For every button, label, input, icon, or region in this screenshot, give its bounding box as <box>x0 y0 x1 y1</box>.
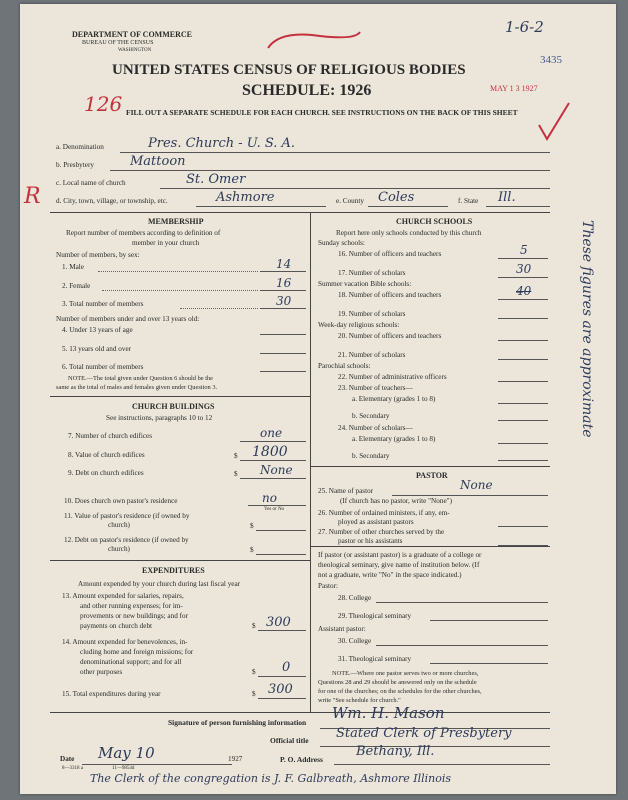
official-title-line <box>320 746 550 747</box>
q13-dollar: $ <box>252 622 256 630</box>
q2-label: 2. Female <box>62 282 91 290</box>
date-stamp: MAY 1 3 1927 <box>490 84 538 93</box>
q25-line <box>392 495 548 496</box>
q26-line <box>498 526 548 527</box>
city-value: Ashmore <box>216 190 275 205</box>
q17-line <box>498 277 548 278</box>
q16-line <box>498 258 548 259</box>
q15-dollar: $ <box>252 690 256 698</box>
q29-line <box>430 620 548 621</box>
buildings-title: CHURCH BUILDINGS <box>132 402 215 411</box>
q29-label: 29. Theological seminary <box>338 612 412 620</box>
q1-value: 14 <box>276 257 292 271</box>
q9-line <box>240 478 306 479</box>
q11-dollar: $ <box>250 522 254 530</box>
census-schedule-sheet <box>20 4 616 794</box>
q17-label: 17. Number of scholars <box>338 269 406 277</box>
q14-line <box>258 676 306 677</box>
grad-1: If pastor (or assistant pastor) is a graduate of a college or <box>318 551 482 559</box>
dept-name: DEPARTMENT OF COMMERCE <box>72 30 193 39</box>
grid-top <box>50 212 550 213</box>
pastor-note3: for one of the churches; on the schedules for the other churches, <box>318 688 482 695</box>
q10-value: no <box>262 491 277 505</box>
official-title-label: Official title <box>270 736 309 745</box>
grad-3: not a graduate, write "No" in the space indicated.) <box>318 571 462 579</box>
date-line <box>82 764 232 765</box>
q8-label: 8. Value of church edifices <box>68 451 145 459</box>
membership-note1: NOTE.—The total given under Question 6 should be the <box>68 375 214 382</box>
city-name: WASHINGTON <box>118 48 152 53</box>
parochial-label: Parochial schools: <box>318 362 371 370</box>
po-address-value: Bethany, Ill. <box>356 744 435 759</box>
q26-a: 26. Number of ordained ministers, if any, em- <box>318 509 450 517</box>
q12-label-a: 12. Debt on pastor's residence (if owned by <box>64 536 189 544</box>
denomination-label: a. Denomination <box>56 143 104 151</box>
q31-line <box>430 663 548 664</box>
pastor-title: PASTOR <box>416 471 448 480</box>
q3-label: 3. Total number of members <box>62 300 144 308</box>
form-number: 8—3318 a <box>62 766 83 771</box>
q4-line <box>260 334 306 335</box>
official-title-value: Stated Clerk of Presbytery <box>336 726 512 741</box>
pastor-note1: NOTE.—Where one pastor serves two or more churches, <box>332 670 479 677</box>
weekday-label: Week-day religious schools: <box>318 321 400 329</box>
q30-label: 30. College <box>338 637 372 645</box>
date-year: 1927 <box>228 755 243 763</box>
q31-label: 31. Theological seminary <box>338 655 412 663</box>
q22-line <box>498 381 548 382</box>
pastor-sub-label: Pastor: <box>318 582 338 590</box>
q13-d: payments on church debt <box>80 622 153 630</box>
q23b-line <box>498 420 548 421</box>
q8-line <box>240 460 306 461</box>
city-label: d. City, town, village, or township, etc. <box>56 197 168 205</box>
state-label: f. State <box>458 197 479 205</box>
q2-value: 16 <box>276 276 292 290</box>
bureau-name: BUREAU OF THE CENSUS <box>82 40 154 46</box>
county-line <box>368 206 448 207</box>
q7-value: one <box>260 426 283 440</box>
q23a-line <box>498 403 548 404</box>
denomination-value: Pres. Church - U. S. A. <box>148 136 296 151</box>
state-value: Ill. <box>498 190 516 205</box>
membership-title: MEMBERSHIP <box>148 217 204 226</box>
margin-number: 126 <box>84 92 123 116</box>
q24b-label: b. Secondary <box>352 452 390 460</box>
pastor-note2: Questions 28 and 29 should be answered only on the schedule <box>318 679 477 686</box>
date-value: May 10 <box>98 744 155 762</box>
by-sex-label: Number of members, by sex: <box>56 251 140 259</box>
q18-value: 40 <box>516 284 532 298</box>
q28-label: 28. College <box>338 594 372 602</box>
separate-instruction: FILL OUT A SEPARATE SCHEDULE FOR EACH CHURCH. SEE INSTRUCTIONS ON THE BACK OF THIS SHEET <box>126 108 518 117</box>
q25-note: (If church has no pastor, write "None") <box>340 497 452 505</box>
q24-label: 24. Number of scholars— <box>338 424 413 432</box>
q14-c: denominational support; and for all <box>80 658 182 666</box>
q15-line <box>258 698 306 699</box>
q25-value: None <box>460 478 493 492</box>
q16-value: 5 <box>520 243 528 257</box>
po-address-line <box>334 764 550 765</box>
q11-label-a: 11. Value of pastor's residence (if owned by <box>64 512 190 520</box>
q23a-label: a. Elementary (grades 1 to 8) <box>352 395 436 403</box>
q4-label: 4. Under 13 years of age <box>62 326 133 334</box>
expenditures-title: EXPENDITURES <box>142 566 205 575</box>
q15-label: 15. Total expenditures during year <box>62 690 161 698</box>
q7-line <box>240 441 306 442</box>
q8-dollar: $ <box>234 452 238 460</box>
grid-schools-bottom <box>310 466 550 467</box>
q8-value: 1800 <box>252 444 288 460</box>
summer-label: Summer vacation Bible schools: <box>318 280 412 288</box>
q1-line <box>260 271 306 272</box>
q6-label: 6. Total number of members <box>62 363 144 371</box>
q12-line <box>256 554 306 555</box>
presbytery-label: b. Presbytery <box>56 161 94 169</box>
q3-value: 30 <box>276 294 292 308</box>
footer-handwritten-note: The Clerk of the congregation is J. F. Galbreath, Ashmore Illinois <box>90 772 452 785</box>
q10-label: 10. Does church own pastor's residence <box>64 497 178 505</box>
q27-b: pastor or his assistants <box>338 537 403 545</box>
form-title: UNITED STATES CENSUS OF RELIGIOUS BODIES <box>112 62 466 78</box>
pastor-note4: write "See schedule for church." <box>318 697 401 704</box>
q24a-line <box>498 443 548 444</box>
q11-line <box>256 530 306 531</box>
corner-handwriting: 1-6-2 <box>505 18 544 36</box>
q10-line <box>248 505 306 506</box>
presbytery-line <box>110 170 550 171</box>
q5-line <box>260 353 306 354</box>
church-name-label: c. Local name of church <box>56 179 126 187</box>
q13-a: 13. Amount expended for salaries, repairs, <box>62 592 184 600</box>
q3-dots <box>180 308 258 309</box>
q9-dollar: $ <box>234 470 238 478</box>
date-label: Date <box>60 755 75 763</box>
q23-label: 23. Number of teachers— <box>338 384 413 392</box>
membership-sub1: Report number of members according to definition of <box>66 229 221 237</box>
q20-line <box>498 340 548 341</box>
grid-membership-bottom <box>50 396 310 397</box>
q2-line <box>260 290 306 291</box>
q9-label: 9. Debt on church edifices <box>68 469 144 477</box>
q19-line <box>498 318 548 319</box>
schedule-title: SCHEDULE: 1926 <box>242 82 372 99</box>
grad-2: theological seminary, give name of institution below. (If <box>318 561 480 569</box>
asst-label: Assistant pastor: <box>318 625 366 633</box>
form-number-2: 11—9854d <box>112 766 135 771</box>
grid-buildings-bottom <box>50 560 310 561</box>
denomination-line <box>120 152 550 153</box>
q10-hint: Yes or No <box>264 507 285 512</box>
county-value: Coles <box>378 190 415 205</box>
q30-line <box>376 645 548 646</box>
age-head: Number of members under and over 13 years old: <box>56 315 200 323</box>
state-line <box>486 206 550 207</box>
q9-value: None <box>260 463 293 477</box>
q2-dots <box>102 290 258 291</box>
q26-b: ployed as assistant pastors <box>338 518 414 526</box>
q13-value: 300 <box>266 615 291 630</box>
q14-a: 14. Amount expended for benevolences, in- <box>62 638 188 646</box>
membership-sub2: member in your church <box>132 239 200 247</box>
q15-value: 300 <box>268 682 293 697</box>
q5-label: 5. 13 years old and over <box>62 345 132 353</box>
q6-line <box>260 371 306 372</box>
q28-line <box>376 602 548 603</box>
q11-label-b: church) <box>108 521 130 529</box>
q16-label: 16. Number of officers and teachers <box>338 250 442 258</box>
q1-label: 1. Male <box>62 263 84 271</box>
red-check-mark <box>535 99 575 144</box>
signature-value: Wm. H. Mason <box>332 704 445 722</box>
red-scribble-mark <box>260 26 370 56</box>
q13-line <box>258 630 306 631</box>
q22-label: 22. Number of administrative officers <box>338 373 447 381</box>
q14-dollar: $ <box>252 668 256 676</box>
q3-line <box>260 308 306 309</box>
q7-label: 7. Number of church edifices <box>68 432 153 440</box>
q1-dots <box>98 271 258 272</box>
signature-label: Signature of person furnishing information <box>168 718 307 727</box>
q19-label: 19. Number of scholars <box>338 310 406 318</box>
q23b-label: b. Secondary <box>352 412 390 420</box>
q27-line <box>498 545 548 546</box>
q25-label: 25. Name of pastor <box>318 487 374 495</box>
buildings-sub: See instructions, paragraphs 10 to 12 <box>106 414 213 422</box>
grid-pastor-divider <box>310 546 550 547</box>
q21-line <box>498 359 548 360</box>
grid-bottom <box>50 712 550 713</box>
margin-note-vertical: These figures are approximate <box>579 220 595 438</box>
q20-label: 20. Number of officers and teachers <box>338 332 442 340</box>
q27-a: 27. Number of other churches served by the <box>318 528 445 536</box>
q13-b: and other running expenses; for im- <box>80 602 183 610</box>
schools-sub: Report here only schools conducted by this church <box>336 229 482 237</box>
stamp-number: 3435 <box>540 54 562 66</box>
q17-value: 30 <box>516 262 532 276</box>
expenditures-sub: Amount expended by your church during last fiscal year <box>78 580 241 588</box>
schools-title: CHURCH SCHOOLS <box>396 217 473 226</box>
membership-note2: same as the total of males and females given under Question 3. <box>56 384 218 391</box>
q21-label: 21. Number of scholars <box>338 351 406 359</box>
q13-c: provements or new buildings; and for <box>80 612 188 620</box>
church-name-line <box>160 188 550 189</box>
q12-label-b: church) <box>108 545 130 553</box>
church-name-value: St. Omer <box>186 172 246 187</box>
city-line <box>196 206 326 207</box>
q24b-line <box>498 460 548 461</box>
q14-value: 0 <box>282 660 291 675</box>
q18-label: 18. Number of officers and teachers <box>338 291 442 299</box>
county-label: e. County <box>336 197 364 205</box>
q18-line <box>498 299 548 300</box>
sunday-label: Sunday schools: <box>318 239 365 247</box>
q14-d: other purposes <box>80 668 123 676</box>
q14-b: cluding home and foreign missions; for <box>80 648 194 656</box>
grid-center <box>310 212 311 712</box>
po-address-label: P. O. Address <box>280 755 323 764</box>
presbytery-value: Mattoon <box>130 154 186 169</box>
margin-r-mark: R <box>24 184 41 209</box>
q12-dollar: $ <box>250 546 254 554</box>
q24a-label: a. Elementary (grades 1 to 8) <box>352 435 436 443</box>
